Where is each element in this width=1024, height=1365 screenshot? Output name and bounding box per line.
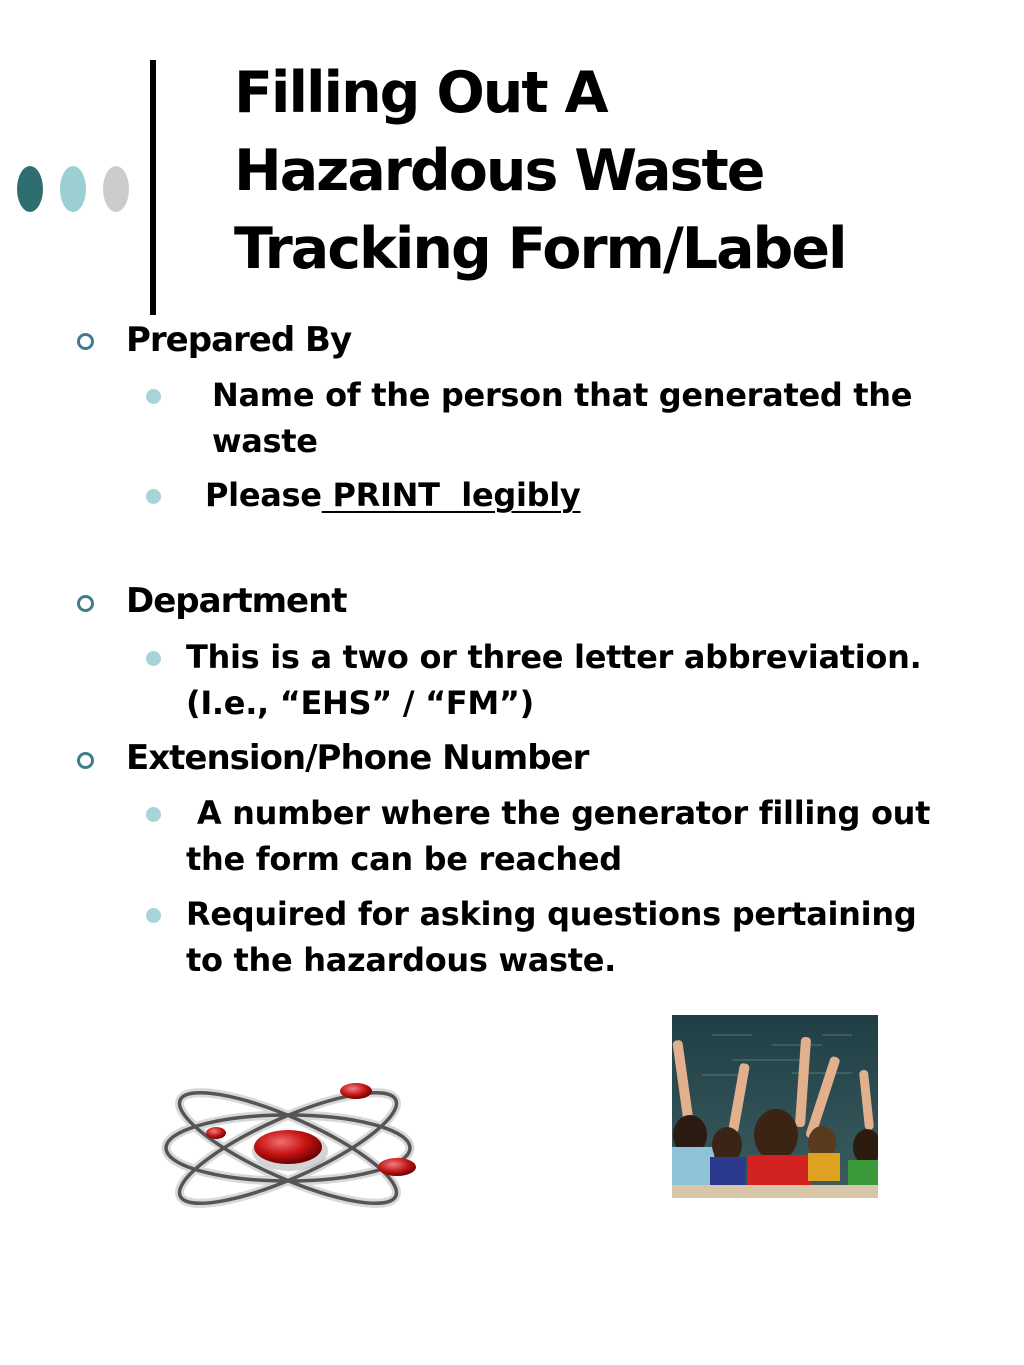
- title-line-2: Hazardous Waste: [234, 138, 764, 204]
- prepared-by-item-2: [205, 472, 581, 518]
- decor-dot-dark: [17, 166, 43, 212]
- prepared-by-item-1-line-2: waste: [212, 422, 318, 460]
- print-legibly-text: PRINT legibly: [321, 476, 581, 514]
- sub-bullet-icon: [146, 807, 161, 822]
- sub-bullet-icon: [146, 489, 161, 504]
- extension-item-2-line-2: to the hazardous waste.: [186, 941, 617, 979]
- department-item-1: [186, 634, 921, 726]
- title-line-1: Filling Out A: [234, 60, 607, 126]
- sub-bullet-icon: [146, 389, 161, 404]
- decor-dot-grey: [103, 166, 129, 212]
- title-line-3: Tracking Form/Label: [234, 216, 846, 282]
- atom-icon: [150, 1075, 425, 1225]
- extension-item-2: [186, 891, 916, 983]
- extension-item-1-line-1: A number where the generator filling out: [186, 794, 931, 832]
- extension-item-1: [186, 790, 930, 882]
- bullet-ring-icon: [77, 752, 94, 769]
- decor-dot-light: [60, 166, 86, 212]
- extension-item-1-line-2: the form can be reached: [186, 840, 622, 878]
- slide-title: [234, 54, 846, 288]
- heading-extension-phone: Extension/Phone Number: [126, 738, 589, 778]
- prepared-by-item-2-prefix: Please: [205, 476, 322, 514]
- title-divider: [150, 60, 156, 315]
- extension-item-2-line-1: Required for asking questions pertaining: [186, 895, 917, 933]
- prepared-by-item-1: [212, 372, 912, 464]
- department-item-1-line-1: This is a two or three letter abbreviation.: [186, 638, 922, 676]
- classroom-photo: [672, 1015, 878, 1198]
- heading-department: Department: [126, 581, 347, 621]
- bullet-ring-icon: [77, 595, 94, 612]
- sub-bullet-icon: [146, 651, 161, 666]
- sub-bullet-icon: [146, 908, 161, 923]
- prepared-by-item-1-line-1: Name of the person that generated the: [212, 376, 913, 414]
- heading-prepared-by: Prepared By: [126, 320, 352, 360]
- bullet-ring-icon: [77, 333, 94, 350]
- department-item-1-line-2: (I.e., “EHS” / “FM”): [186, 684, 534, 722]
